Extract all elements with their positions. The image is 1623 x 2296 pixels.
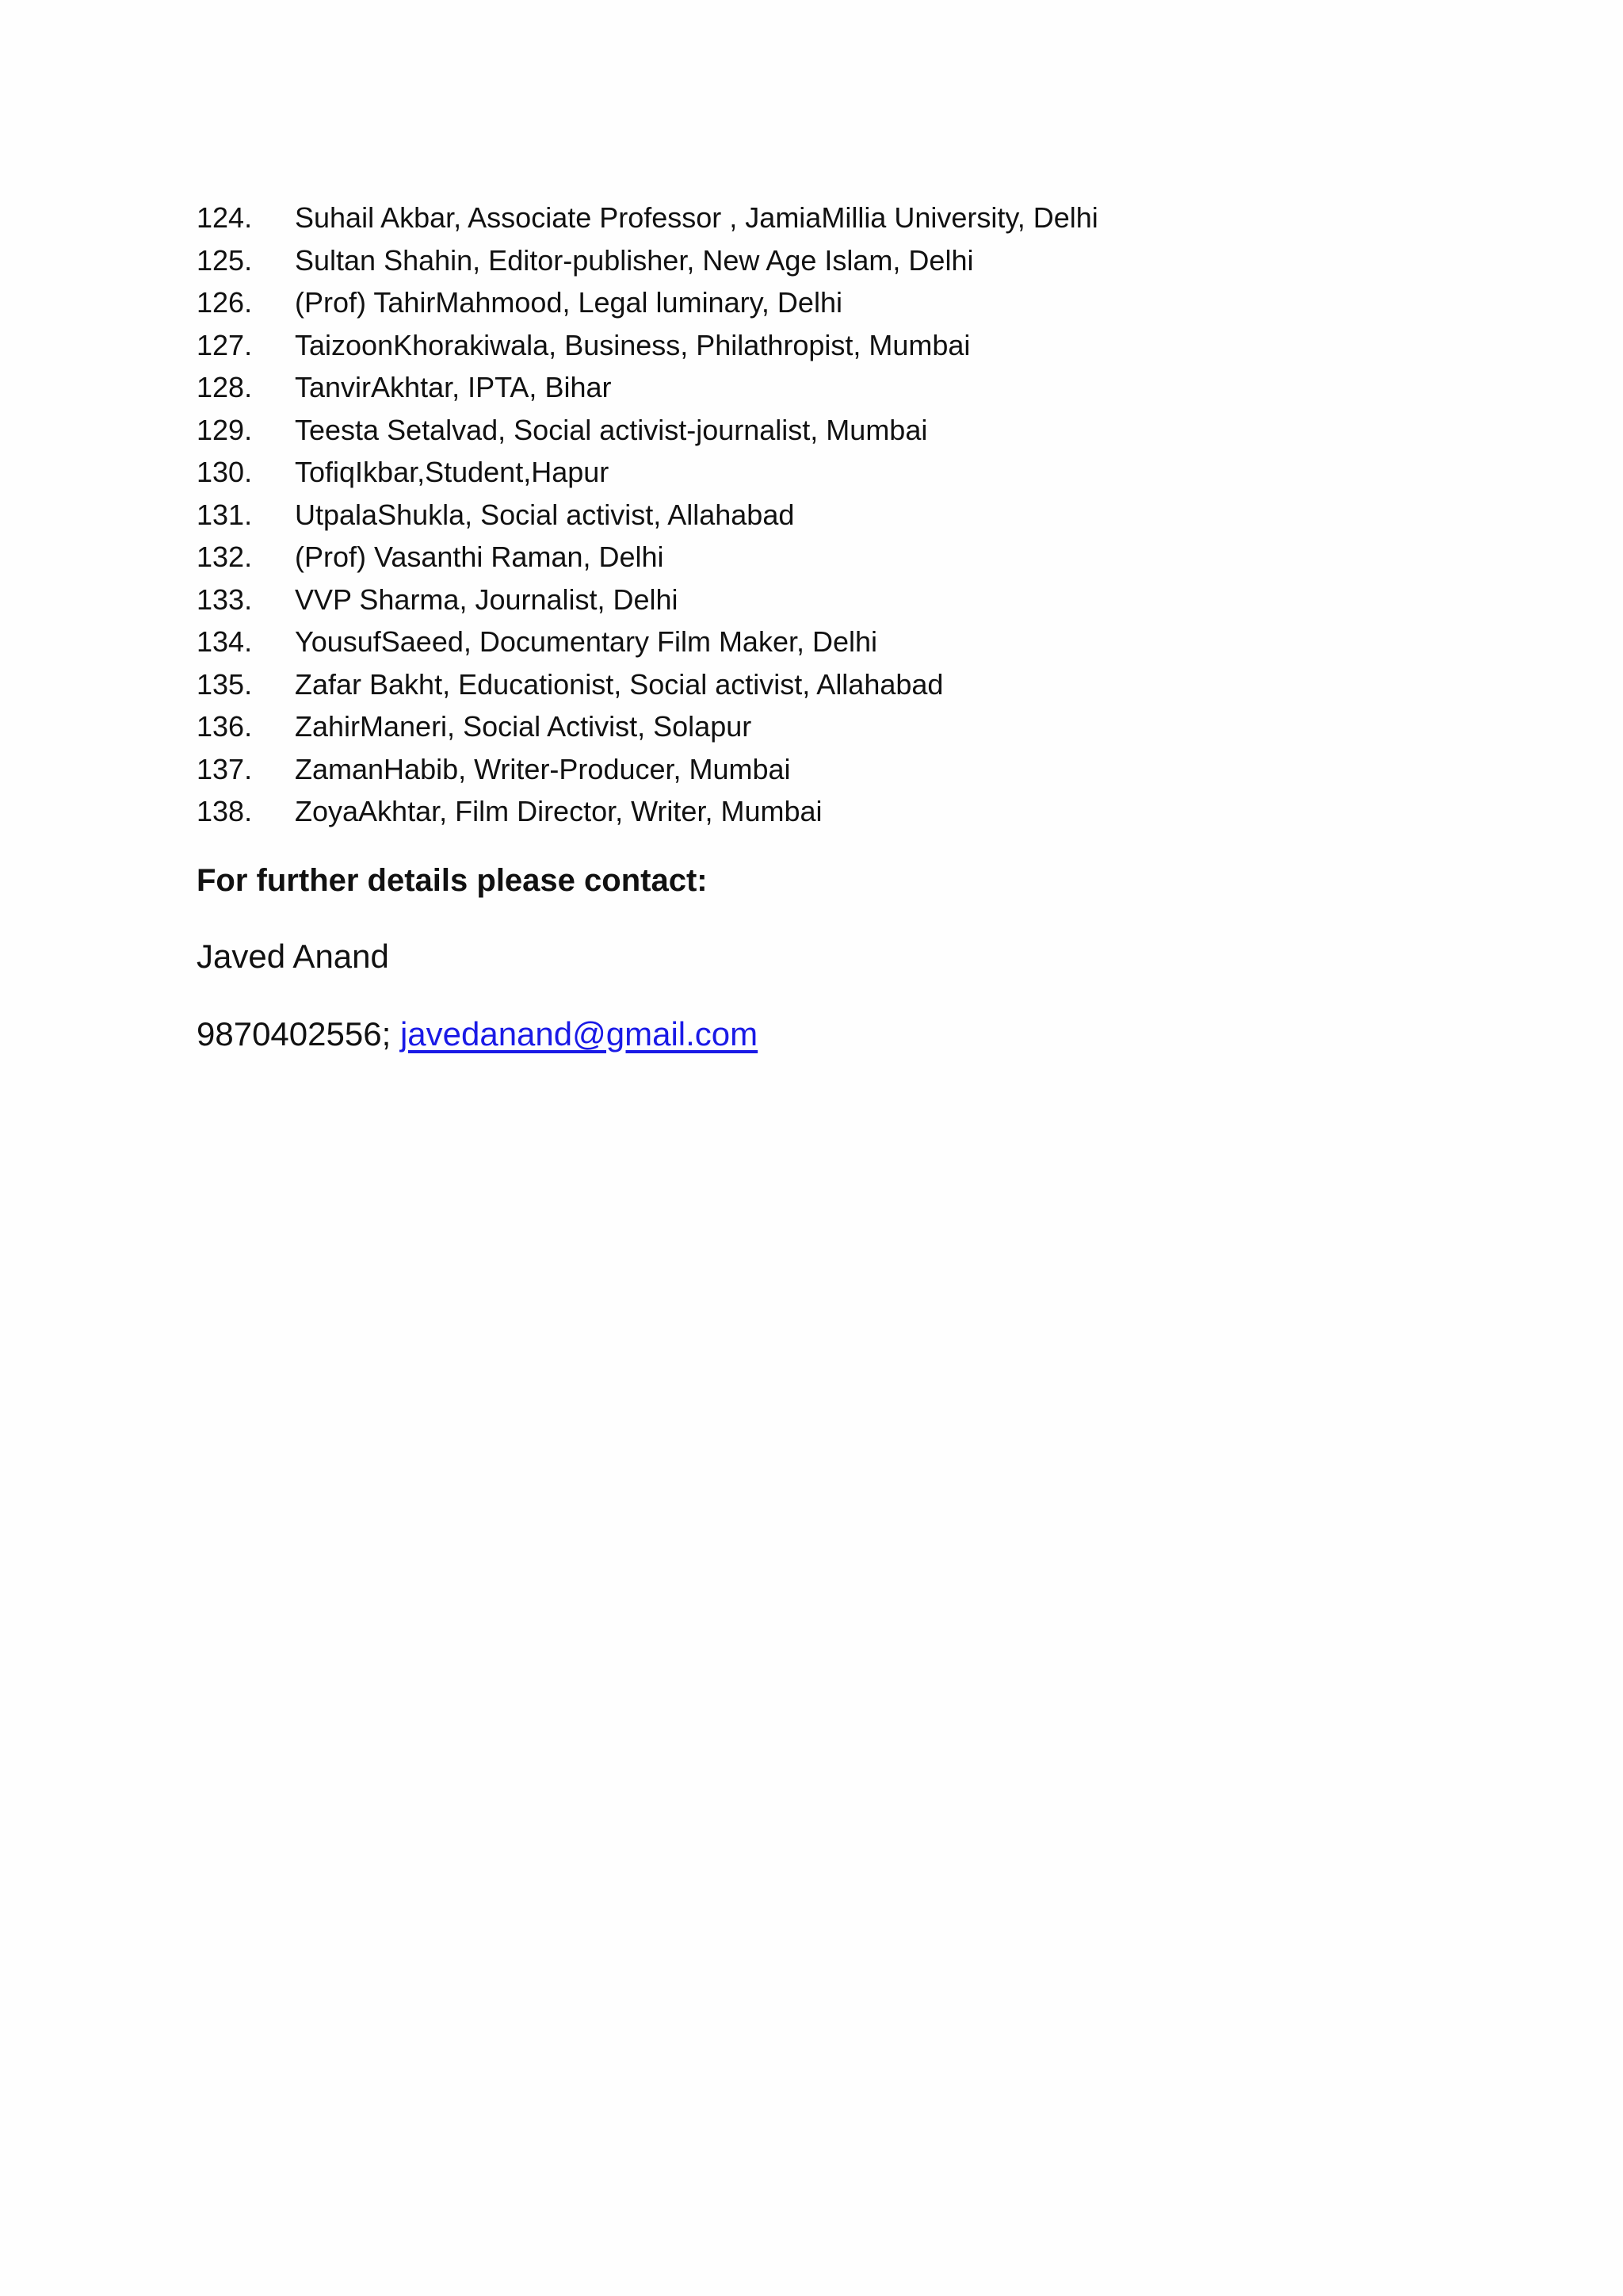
list-item (197, 451, 1098, 494)
item-text: Zafar Bakht, Educationist, Social activist, Allahabad (295, 667, 944, 701)
list-item (197, 409, 1098, 452)
item-number: 136. (197, 710, 253, 743)
list-item (197, 748, 1098, 791)
item-number: 131. (197, 498, 253, 531)
item-number: 126. (197, 286, 253, 319)
list-item (197, 621, 1098, 663)
item-text: UtpalaShukla, Social activist, Allahabad (295, 498, 795, 531)
item-number: 137. (197, 752, 253, 785)
list-item (197, 790, 1098, 833)
list-item (197, 705, 1098, 748)
list-item (197, 494, 1098, 537)
contact-details (197, 1012, 758, 1056)
contact-name: Javed Anand (197, 938, 389, 975)
item-text: TofiqIkbar,Student,Hapur (295, 456, 609, 488)
item-text: TaizoonKhorakiwala, Business, Philathropist, Mumbai (295, 328, 971, 361)
item-text: VVP Sharma, Journalist, Delhi (295, 583, 678, 616)
list-item (197, 239, 1098, 282)
list-item (197, 663, 1098, 706)
list-item (197, 536, 1098, 579)
list-item (197, 324, 1098, 367)
item-number: 133. (197, 583, 253, 616)
item-text: ZoyaAkhtar, Film Director, Writer, Mumbai (295, 795, 823, 827)
item-text: YousufSaeed, Documentary Film Maker, Delhi (295, 625, 878, 658)
item-text: (Prof) TahirMahmood, Legal luminary, Delhi (295, 286, 842, 319)
item-number: 132. (197, 541, 253, 573)
item-text: TanvirAkhtar, IPTA, Bihar (295, 371, 612, 403)
contact-heading: For further details please contact: (197, 863, 708, 898)
item-text: Sultan Shahin, Editor-publisher, New Age Islam, Delhi (295, 243, 974, 277)
item-number: 125. (197, 243, 253, 277)
signatory-list (197, 197, 1098, 833)
list-item (197, 366, 1098, 409)
item-number: 124. (197, 201, 253, 234)
contact-phone: 9870402556; (197, 1015, 391, 1052)
item-number: 127. (197, 328, 253, 361)
item-number: 135. (197, 667, 253, 701)
item-text: Suhail Akbar, Associate Professor , JamiaMillia University, Delhi (295, 201, 1098, 234)
item-text: ZahirManeri, Social Activist, Solapur (295, 710, 752, 743)
item-text: Teesta Setalvad, Social activist-journalist, Mumbai (295, 413, 928, 446)
item-text: ZamanHabib, Writer-Producer, Mumbai (295, 752, 791, 785)
list-item (197, 197, 1098, 239)
email-link[interactable]: javedanand@gmail.com (399, 1015, 758, 1052)
item-number: 129. (197, 413, 253, 446)
item-number: 138. (197, 795, 253, 827)
item-text: (Prof) Vasanthi Raman, Delhi (295, 541, 664, 573)
item-number: 128. (197, 371, 253, 403)
list-item (197, 281, 1098, 324)
list-item (197, 579, 1098, 621)
item-number: 130. (197, 456, 253, 488)
item-number: 134. (197, 625, 253, 658)
